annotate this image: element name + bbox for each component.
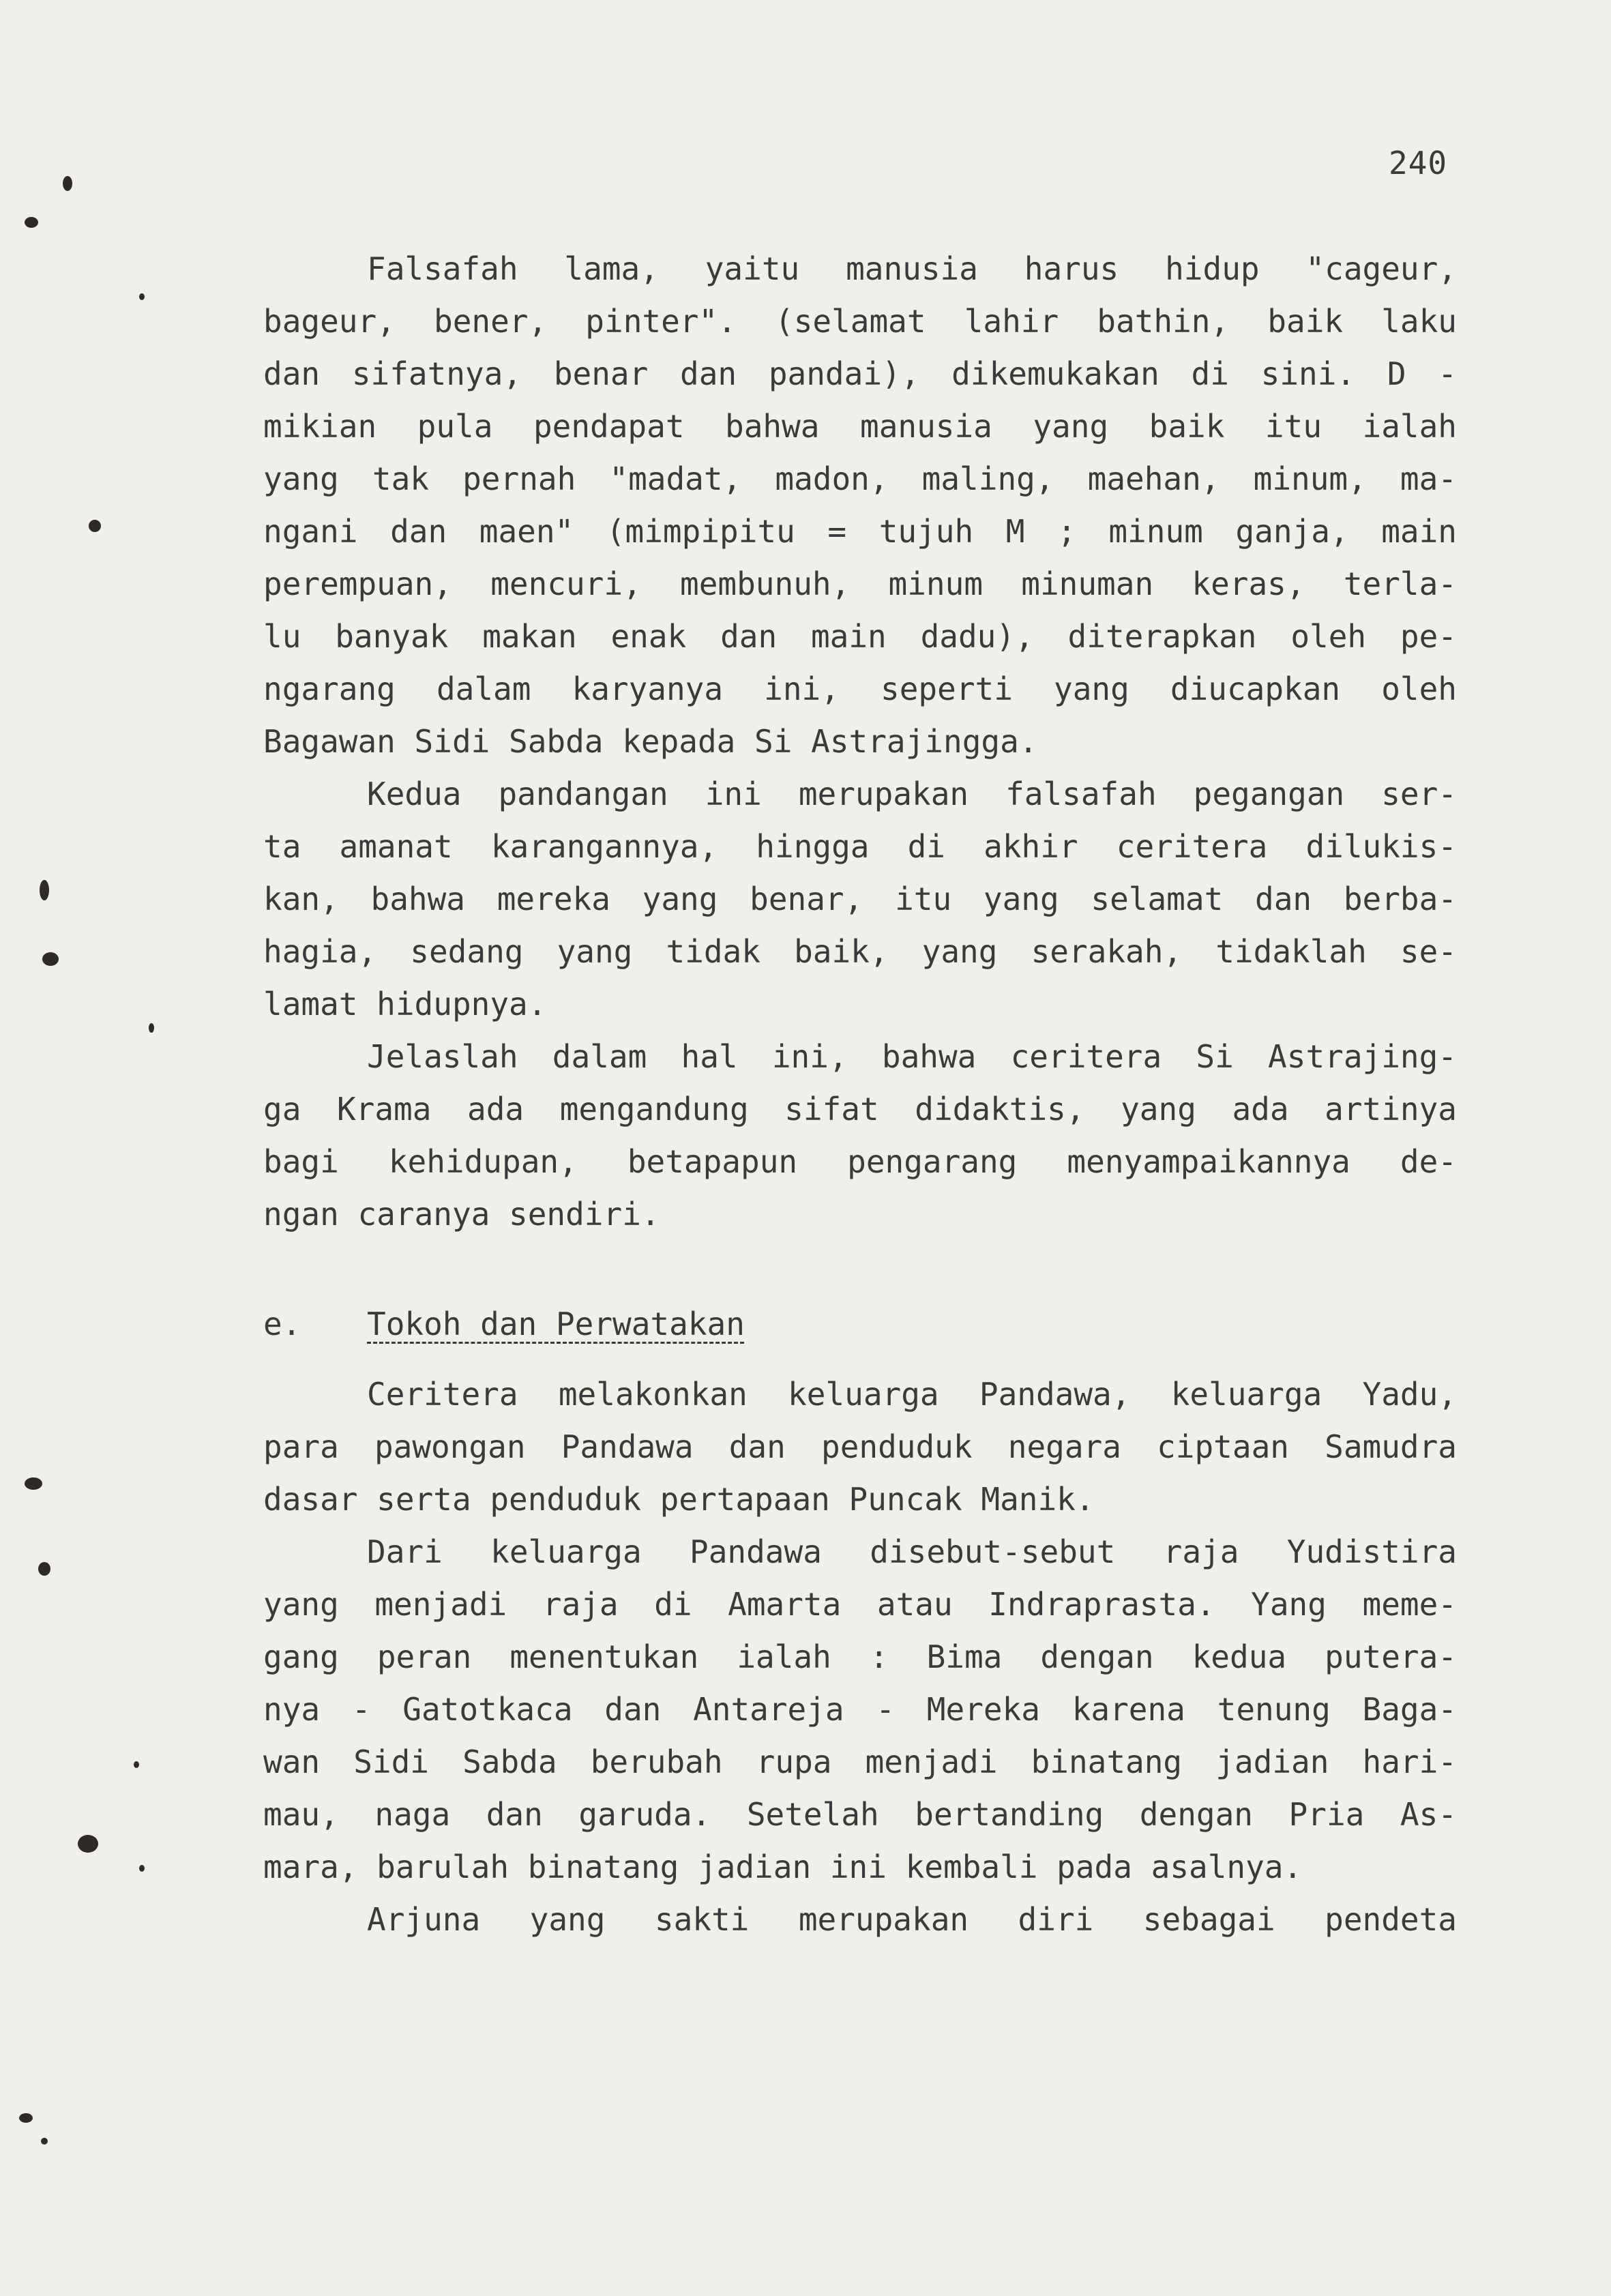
text-line: Dari keluarga Pandawa disebut-sebut raja Yudistira	[367, 1533, 1457, 1570]
text-line: bagi kehidupan, betapapun pengarang menyampaikannya de-	[263, 1143, 1457, 1180]
scan-speck	[139, 293, 145, 300]
paragraph-block-1	[263, 243, 1457, 1241]
text-line: mau, naga dan garuda. Setelah bertanding dengan Pria As-	[263, 1796, 1457, 1833]
scan-speck	[139, 1865, 145, 1872]
text-line: nya - Gatotkaca dan Antareja - Mereka karena tenung Baga-	[263, 1691, 1457, 1728]
text-line: lu banyak makan enak dan main dadu), diterapkan oleh pe-	[263, 618, 1457, 655]
text-line: wan Sidi Sabda berubah rupa menjadi binatang jadian hari-	[263, 1743, 1457, 1780]
text-line: kan, bahwa mereka yang benar, itu yang selamat dan berba-	[263, 881, 1457, 917]
section-heading	[263, 1298, 745, 1351]
text-line: lamat hidupnya.	[263, 986, 547, 1022]
page-number: 240	[1389, 145, 1448, 181]
text-line: dan sifatnya, benar dan pandai), dikemukakan di sini. D -	[263, 355, 1457, 392]
text-line: mara, barulah binatang jadian ini kembali pada asalnya.	[263, 1849, 1303, 1885]
text-line: yang menjadi raja di Amarta atau Indraprasta. Yang meme-	[263, 1586, 1457, 1623]
scan-speck	[63, 176, 72, 191]
text-line: hagia, sedang yang tidak baik, yang serakah, tidaklah se-	[263, 933, 1457, 970]
scan-speck	[19, 2113, 33, 2123]
text-line: Arjuna yang sakti merupakan diri sebagai pendeta	[367, 1901, 1457, 1938]
scan-speck	[41, 2138, 48, 2145]
text-line: yang tak pernah "madat, madon, maling, maehan, minum, ma-	[263, 460, 1457, 497]
scan-speck	[38, 1562, 50, 1576]
text-line: Falsafah lama, yaitu manusia harus hidup "cageur,	[367, 250, 1457, 287]
text-line: ngan caranya sendiri.	[263, 1196, 660, 1233]
scan-speck	[25, 1477, 42, 1490]
scan-speck	[40, 880, 49, 900]
text-line: gang peran menentukan ialah : Bima dengan kedua putera-	[263, 1638, 1457, 1675]
scan-speck	[78, 1835, 98, 1853]
section-title: Tokoh dan Perwatakan	[367, 1306, 745, 1342]
text-line: Jelaslah dalam hal ini, bahwa ceritera Si Astrajing-	[367, 1038, 1457, 1075]
text-line: ta amanat karangannya, hingga di akhir ceritera dilukis-	[263, 828, 1457, 865]
text-line: para pawongan Pandawa dan penduduk negara ciptaan Samudra	[263, 1428, 1457, 1465]
text-line: ga Krama ada mengandung sifat didaktis, yang ada artinya	[263, 1091, 1457, 1128]
text-line: Bagawan Sidi Sabda kepada Si Astrajingga.	[263, 723, 1038, 760]
scan-speck	[149, 1023, 154, 1033]
scan-speck	[25, 217, 38, 228]
paragraph-block-2	[263, 1368, 1457, 1946]
text-line: bageur, bener, pinter". (selamat lahir bathin, baik laku	[263, 303, 1457, 340]
text-line: dasar serta penduduk pertapaan Puncak Manik.	[263, 1481, 1095, 1518]
text-line: Ceritera melakonkan keluarga Pandawa, keluarga Yadu,	[367, 1376, 1457, 1413]
text-line: ngani dan maen" (mimpipitu = tujuh M ; minum ganja, main	[263, 513, 1457, 550]
scan-speck	[42, 952, 59, 966]
scan-speck	[134, 1761, 139, 1768]
text-line: ngarang dalam karyanya ini, seperti yang diucapkan oleh	[263, 671, 1457, 707]
text-line: mikian pula pendapat bahwa manusia yang baik itu ialah	[263, 408, 1457, 445]
text-line: perempuan, mencuri, membunuh, minum minuman keras, terla-	[263, 565, 1457, 602]
text-line: Kedua pandangan ini merupakan falsafah pegangan ser-	[367, 776, 1457, 812]
scan-speck	[89, 520, 101, 532]
section-letter: e.	[263, 1306, 301, 1342]
